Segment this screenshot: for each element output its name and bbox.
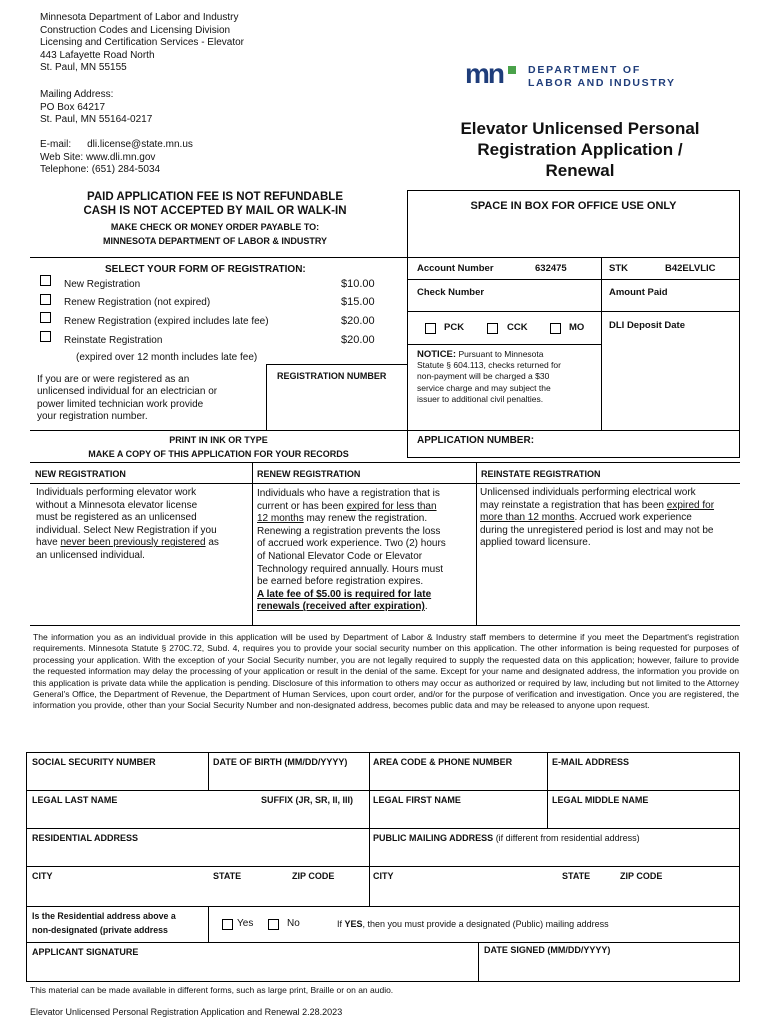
stk-value: B42ELVLIC	[665, 263, 716, 274]
new-line: must be registered as an unlicensed	[36, 512, 197, 524]
ssn-field[interactable]: SOCIAL SECURITY NUMBER	[32, 757, 156, 767]
renew-line: Renewing a registration prevents the loss	[257, 525, 441, 537]
mo-label: MO	[569, 322, 585, 333]
notice-label: NOTICE:	[417, 349, 457, 360]
signature-field[interactable]: APPLICANT SIGNATURE	[32, 947, 139, 957]
renew-line-underline: 12 months	[257, 513, 304, 525]
address-line: Minnesota Department of Labor and Industry	[40, 12, 239, 23]
privacy-notice: The information you as an individual provide in this application will be used by Department of Labor & Industry staff members to determine if you meet the Department's registration requirements. Minnesota Statute § 270C.72, Subd. 4, requires you to provide your social security number on this application. The other information is being requested for purposes of processing your application. With the exception of your Social Security number, you are not legally required to supply the requested data on this application; however, failure to provide the requested information may delay the processing of your application or result in the denial of the same. Except for your name and designated address, the information you provide on this application is private data while the application is pending. Disclosure of this information to others may occur as authorized or required by law, including but not limited to the Attorney General's Office, the Department of Revenue, the Department of Human Services, upon court order, and/or for the purpose of verification and investigation. Once you are registered, the information you provide, other than your Social Security Number and non-designated address, becomes public data and may be released to anyone upon request.	[33, 632, 739, 711]
title-line: Renewal	[545, 161, 615, 180]
title-line: Elevator Unlicensed Personal	[460, 119, 700, 138]
account-number-label: Account Number	[417, 263, 494, 274]
public-address-required-note	[337, 919, 609, 929]
account-number-value: 632475	[535, 263, 567, 274]
address-line: 443 Lafayette Road North	[40, 49, 155, 61]
application-number-label: APPLICATION NUMBER:	[417, 435, 535, 446]
agency-address	[40, 12, 244, 75]
mailing-line: PO Box 64217	[40, 101, 106, 113]
reinstate-line-underline: expired for	[666, 499, 715, 511]
city-field[interactable]: CITY	[32, 871, 53, 881]
public-address-label: PUBLIC MAILING ADDRESS	[373, 833, 494, 843]
note-part: YES	[344, 919, 363, 929]
reinstate-registration-text	[480, 487, 714, 550]
residential-address-field[interactable]: RESIDENTIAL ADDRESS	[32, 833, 139, 843]
public-address-note: (if different from residential address)	[495, 833, 640, 843]
form-identifier: Elevator Unlicensed Personal Registration Application and Renewal 2.28.2023	[30, 1007, 343, 1017]
renew-registration-text	[257, 488, 446, 614]
last-name-field[interactable]: LEGAL LAST NAME	[32, 795, 118, 805]
contact-info	[40, 139, 193, 177]
title-line: Registration Application /	[477, 140, 683, 159]
fee-line: PAID APPLICATION FEE IS NOT REFUNDABLE	[87, 191, 343, 203]
registration-type-heading: SELECT YOUR FORM OF REGISTRATION:	[105, 264, 306, 275]
print-in-ink-line: PRINT IN INK OR TYPE	[169, 435, 268, 445]
middle-name-field[interactable]: LEGAL MIDDLE NAME	[552, 795, 649, 805]
fee-notice	[30, 191, 400, 218]
logo-line-1: DEPARTMENT OF	[528, 64, 642, 76]
mo-checkbox[interactable]	[550, 323, 561, 334]
new-line-underline: never been previously registered	[60, 537, 206, 549]
renew-line-part: current or has been	[257, 500, 347, 512]
notice-line: non-payment will be charged a $30	[417, 371, 550, 382]
phone-label: Telephone:	[40, 164, 89, 176]
email-field[interactable]: E-MAIL ADDRESS	[552, 757, 630, 767]
yes-label: Yes	[237, 918, 254, 929]
renew-line-underline: expired for less than	[346, 500, 437, 512]
returned-check-notice	[417, 349, 602, 405]
prior-line: If you are or were registered as an	[37, 374, 190, 385]
option-label: New Registration	[64, 279, 141, 290]
late-fee-line: renewals (received after expiration)	[257, 601, 425, 613]
option-label: Reinstate Registration	[64, 335, 163, 346]
pck-label: PCK	[444, 322, 465, 333]
mailing-address	[40, 89, 152, 127]
check-number-label: Check Number	[417, 287, 485, 298]
payable-line: MAKE CHECK OR MONEY ORDER PAYABLE TO:	[110, 222, 320, 232]
renew-line-part: may renew the registration.	[303, 513, 428, 525]
option-fee: $20.00	[341, 334, 375, 346]
print-instructions	[30, 434, 407, 461]
notice-line: service charge and may subject the	[417, 382, 551, 393]
dob-field[interactable]: DATE OF BIRTH (MM/DD/YYYY)	[213, 757, 348, 767]
state-field[interactable]: STATE	[213, 871, 242, 881]
reinstate-line-part: . Accrued work experience	[574, 512, 692, 524]
new-line: Individuals performing elevator work	[36, 487, 197, 498]
contact-web: www.dli.mn.gov	[85, 151, 156, 163]
address-line: Construction Codes and Licensing Division	[40, 24, 231, 36]
stk-label: STK	[609, 263, 628, 274]
suffix-field[interactable]: SUFFIX (JR, SR, II, III)	[261, 795, 354, 805]
public-zip-field[interactable]: ZIP CODE	[620, 871, 663, 881]
renew-expired-checkbox[interactable]	[40, 312, 51, 323]
fee-line: CASH IS NOT ACCEPTED BY MAIL OR WALK-IN	[83, 204, 347, 217]
page-title	[420, 118, 740, 181]
new-line-part: as	[205, 537, 219, 549]
reinstate-line-part: may reinstate a registration that has been	[480, 499, 667, 511]
contact-email: dli.license@state.mn.us	[87, 139, 193, 150]
notice-text: Pursuant to Minnesota	[458, 349, 544, 359]
note-part: , then you must provide a designated (Public) mailing address	[362, 919, 609, 929]
renew-registration-title: RENEW REGISTRATION	[257, 469, 361, 479]
prior-line: unlicensed individual for an electrician or	[37, 386, 218, 398]
deposit-date-label: DLI Deposit Date	[609, 320, 686, 331]
reinstate-line: applied toward licensure.	[480, 537, 591, 549]
contact-phone: (651) 284-5034	[91, 164, 161, 176]
pck-checkbox[interactable]	[425, 323, 436, 334]
zip-field[interactable]: ZIP CODE	[292, 871, 335, 881]
new-registration-checkbox[interactable]	[40, 275, 51, 286]
address-line: St. Paul, MN 55155	[40, 62, 127, 74]
question-line: non-designated (private address	[32, 925, 168, 935]
note-part: If	[337, 919, 345, 929]
prior-registration-note	[37, 374, 217, 424]
non-designated-question	[32, 909, 176, 937]
cck-label: CCK	[507, 322, 528, 333]
web-label: Web Site:	[40, 151, 84, 163]
option-label: Renew Registration (not expired)	[64, 297, 211, 308]
no-checkbox[interactable]	[268, 919, 279, 930]
reinstate-note: (expired over 12 month includes late fee)	[76, 352, 258, 363]
alternate-formats-note: This material can be made available in different forms, such as large print, Braille or on an audio.	[30, 985, 394, 995]
payable-to	[30, 220, 400, 248]
new-line: without a Minnesota elevator license	[36, 499, 198, 511]
reinstate-line-underline: more than 12 months	[480, 512, 575, 524]
new-line: individual. Select New Registration if you	[36, 524, 217, 536]
late-fee-line: A late fee of $5.00 is required for late	[257, 588, 432, 600]
new-registration-text	[36, 487, 219, 563]
prior-line: your registration number.	[37, 411, 148, 423]
option-fee: $10.00	[341, 278, 375, 290]
notice-line: Statute § 604.113, checks returned for	[417, 360, 561, 371]
logo-mark: mn	[465, 58, 503, 89]
question-line: Is the Residential address above a	[32, 911, 176, 921]
renew-line: Technology required annually. Hours must	[257, 563, 444, 575]
late-fee-period: .	[424, 601, 428, 613]
public-state-field[interactable]: STATE	[562, 871, 591, 881]
first-name-field[interactable]: LEGAL FIRST NAME	[373, 795, 461, 805]
new-registration-title: NEW REGISTRATION	[35, 469, 126, 479]
renew-line: of accrued work experience. Two (2) hours	[257, 538, 446, 550]
address-line: Licensing and Certification Services - Elevator	[40, 37, 244, 49]
logo-line-2: LABOR AND INDUSTRY	[528, 77, 676, 89]
date-signed-field[interactable]: DATE SIGNED (MM/DD/YYYY)	[484, 945, 611, 955]
dli-logo	[465, 58, 705, 94]
notice-line: issuer to additional civil penalties.	[417, 393, 544, 404]
option-fee: $15.00	[341, 296, 375, 308]
yes-checkbox[interactable]	[222, 919, 233, 930]
payable-line: MINNESOTA DEPARTMENT OF LABOR & INDUSTRY	[103, 236, 327, 246]
renew-line: Individuals who have a registration that is	[257, 488, 440, 499]
reinstate-registration-title: REINSTATE REGISTRATION	[481, 469, 601, 479]
prior-line: power limited technician work provide	[37, 398, 204, 410]
new-line-part: have	[36, 537, 61, 549]
option-fee: $20.00	[341, 315, 375, 327]
renew-line: be earned before registration expires.	[257, 576, 424, 588]
make-copy-line: MAKE A COPY OF THIS APPLICATION FOR YOUR RECORDS	[88, 448, 349, 459]
amount-paid-label: Amount Paid	[609, 287, 668, 298]
renew-line: of National Elevator Code or Elevator	[257, 550, 423, 562]
renew-registration-checkbox[interactable]	[40, 294, 51, 305]
mailing-line: St. Paul, MN 55164-0217	[40, 114, 153, 126]
reinstate-line: Unlicensed individuals performing electrical work	[480, 487, 696, 498]
email-label: E-mail:	[40, 139, 72, 150]
new-line: an unlicensed individual.	[36, 549, 145, 561]
public-city-field[interactable]: CITY	[373, 871, 394, 881]
reinstate-line: during the unregistered period is lost and may not be	[480, 524, 714, 536]
registration-number-label: REGISTRATION NUMBER	[277, 371, 387, 381]
office-use-heading: SPACE IN BOX FOR OFFICE USE ONLY	[470, 200, 677, 212]
mailing-line: Mailing Address:	[40, 89, 114, 100]
option-label: Renew Registration (expired includes late fee)	[64, 316, 269, 327]
reinstate-registration-checkbox[interactable]	[40, 331, 51, 342]
no-label: No	[287, 918, 300, 929]
cck-checkbox[interactable]	[487, 323, 498, 334]
public-address-field[interactable]	[373, 833, 640, 843]
logo-accent	[508, 66, 516, 74]
phone-field[interactable]: AREA CODE & PHONE NUMBER	[373, 757, 513, 767]
